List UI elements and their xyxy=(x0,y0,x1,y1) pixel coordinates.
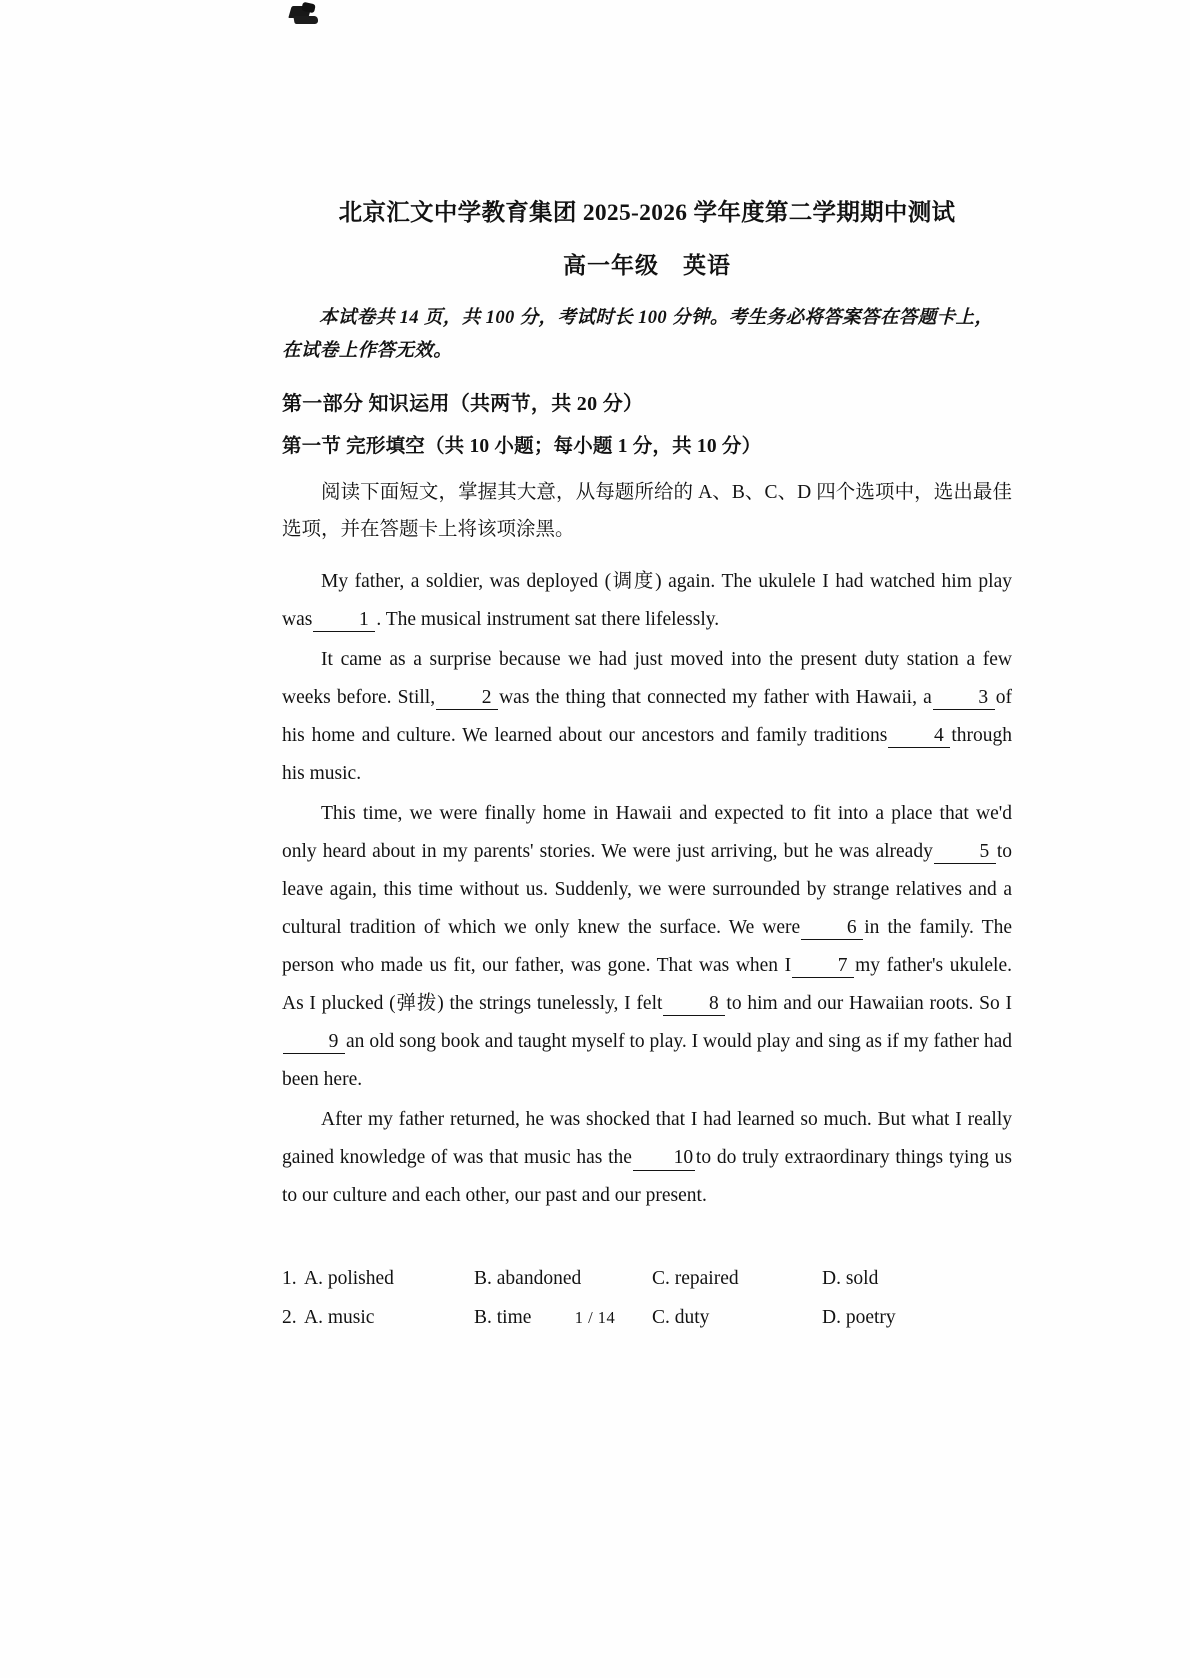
question-number: 2. xyxy=(282,1307,297,1329)
passage-text: of his home and culture. We learned about our ancestors and family traditions xyxy=(282,686,1012,746)
question-number: 1. xyxy=(282,1268,297,1290)
passage-text: After my father returned, he was shocked that I had learned so much. But what I really gained knowledge of was that music has the xyxy=(282,1109,1012,1169)
cloze-blank-3[interactable]: 3 xyxy=(933,687,995,710)
option-d[interactable]: D. sold xyxy=(822,1268,879,1290)
exam-note-line-2: 卡上，在试卷上作答无效。 xyxy=(282,308,994,361)
part-one-heading: 第一部分 知识运用（共两节，共 20 分） xyxy=(282,393,644,415)
section-one-heading: 第一节 完形填空（共 10 小题；每小题 1 分，共 10 分） xyxy=(282,436,762,457)
passage-paragraph-4 xyxy=(282,1101,1012,1215)
cloze-blank-10[interactable]: 10 xyxy=(633,1147,695,1170)
cloze-blank-8[interactable]: 8 xyxy=(663,993,725,1016)
cloze-blank-2[interactable]: 2 xyxy=(436,687,498,710)
passage-paragraph-3 xyxy=(282,795,1012,1099)
passage-text: to leave again, this time without us. Suddenly, we were surrounded by strange relatives and a cultural tradition of which we only knew the surface. We were xyxy=(282,840,1012,939)
exam-note-line-1: 本试卷共 14 页，共 100 分，考试时长 100 分钟。考生务必将答案答在答题 xyxy=(319,308,937,329)
page-subtitle: 高一年级 英语 xyxy=(563,253,731,279)
passage-paragraph-1 xyxy=(282,563,1012,639)
passage-text: an old song book and taught myself to play. I would play and sing as if my father had been here. xyxy=(282,1031,1012,1091)
scan-blob-3 xyxy=(293,16,318,24)
passage-text: . The musical instrument sat there lifelessly. xyxy=(376,608,720,630)
passage-text: to him and our Hawaiian roots. So I xyxy=(726,993,1012,1015)
passage-paragraph-2 xyxy=(282,641,1012,793)
page-number-footer: 1 / 14 xyxy=(574,1308,616,1327)
cloze-blank-7[interactable]: 7 xyxy=(792,955,854,978)
page-title: 北京汇文中学教育集团 2025-2026 学年度第二学期期中测试 xyxy=(338,200,956,226)
option-d[interactable]: D. poetry xyxy=(822,1307,896,1329)
page-content xyxy=(282,196,1012,1337)
passage-text: My father, a soldier, was deployed (调度) again. The ukulele I had watched him play was xyxy=(282,570,1012,630)
passage-text: This time, we were finally home in Hawaii and expected to fit into a place that we'd only heard about in my parents' stories. We were just arriving, but he was already xyxy=(282,802,1012,862)
cloze-blank-4[interactable]: 4 xyxy=(888,725,950,748)
passage-text: was the thing that connected my father with Hawaii, a xyxy=(499,686,932,708)
cloze-blank-6[interactable]: 6 xyxy=(801,917,863,940)
passage-text: to do truly extraordinary things tying us to our culture and each other, our past and our present. xyxy=(282,1147,1012,1207)
cloze-blank-5[interactable]: 5 xyxy=(934,841,996,864)
option-c[interactable]: C. repaired xyxy=(652,1268,739,1290)
question-row-1 xyxy=(282,1259,1012,1298)
option-b[interactable]: B. abandoned xyxy=(474,1268,582,1290)
exam-instructions xyxy=(282,302,1012,367)
passage-text: my father's ukulele. As I plucked (弹拨) the strings tunelessly, I felt xyxy=(282,955,1012,1015)
option-a[interactable]: A. polished xyxy=(304,1268,394,1290)
passage-text: in the family. The person who made us fit, our father, was gone. That was when I xyxy=(282,917,1012,977)
scan-artifact-mark xyxy=(288,2,324,28)
option-b[interactable]: B. time xyxy=(474,1307,532,1329)
cloze-blank-9[interactable]: 9 xyxy=(283,1031,345,1054)
passage-text: It came as a surprise because we had just moved into the present duty station a few weeks before. Still, xyxy=(282,648,1012,708)
cloze-blank-1[interactable]: 1 xyxy=(313,609,375,632)
option-a[interactable]: A. music xyxy=(304,1307,375,1329)
option-c[interactable]: C. duty xyxy=(652,1307,710,1329)
cloze-direction: 阅读下面短文，掌握其大意，从每题所给的 A、B、C、D 四个选项中，选出最佳选项，并在答题卡上将该项涂黑。 xyxy=(282,482,1012,541)
passage-text: through his music. xyxy=(282,724,1012,784)
